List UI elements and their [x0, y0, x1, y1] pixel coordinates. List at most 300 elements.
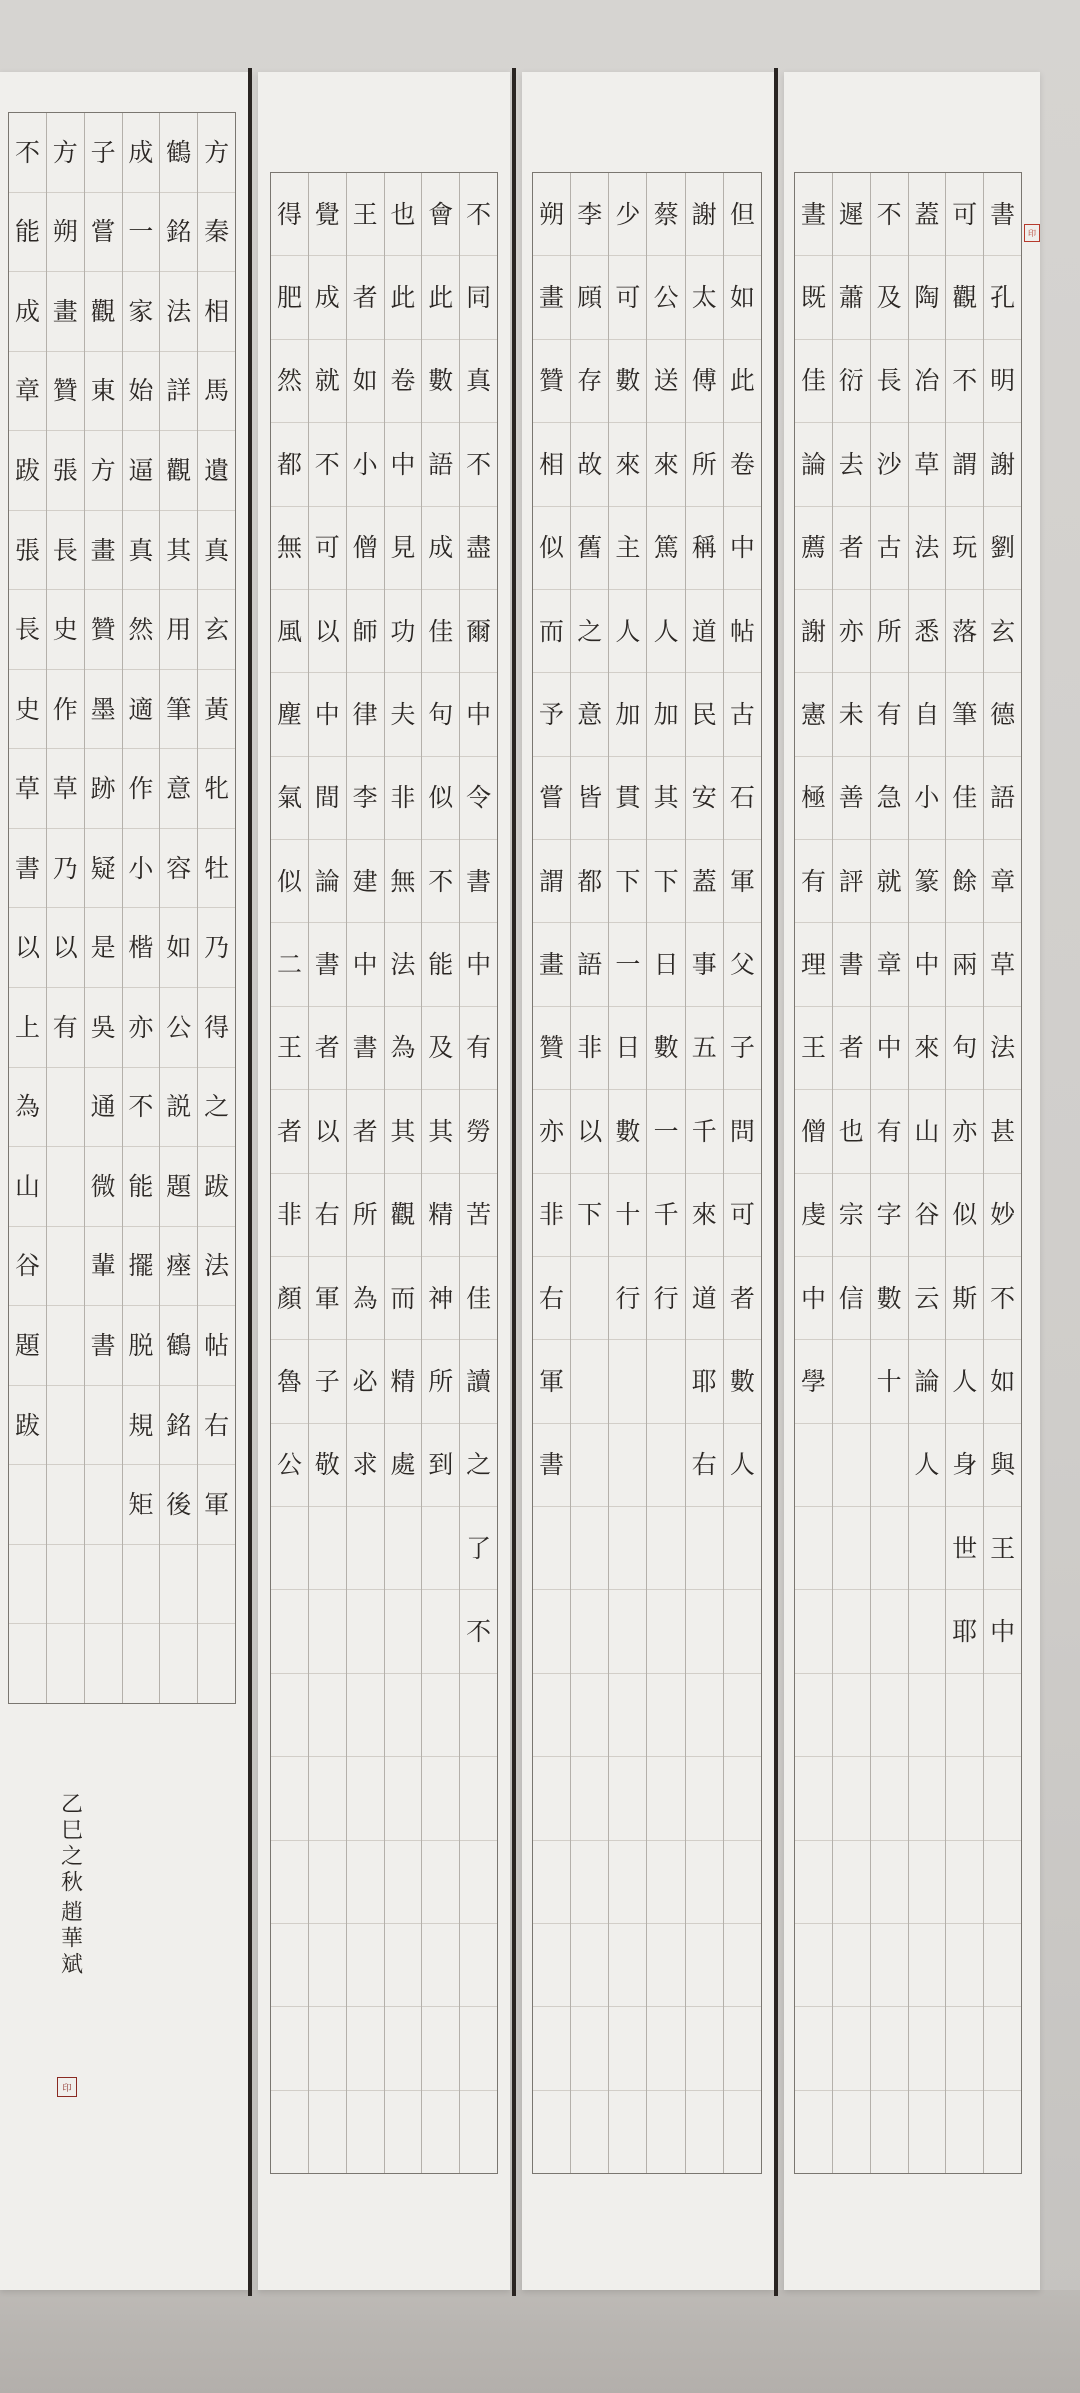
- character-cell: 畫: [533, 922, 570, 1005]
- character-cell: 是: [85, 907, 122, 987]
- character-cell: [85, 1464, 122, 1544]
- character-cell: 帖: [724, 589, 761, 672]
- text-column: [608, 173, 646, 2173]
- character-cell: [460, 1923, 497, 2006]
- character-cell: 盡: [460, 506, 497, 589]
- character-cell: 為: [347, 1256, 384, 1339]
- character-cell: 長: [9, 589, 46, 669]
- character-cell: [571, 1840, 608, 1923]
- character-cell: 不: [466, 199, 492, 229]
- artist-seal: 印: [57, 2077, 77, 2097]
- character-cell: [647, 1840, 684, 1923]
- character-cell: [833, 1673, 870, 1756]
- character-cell: 為: [385, 1006, 422, 1089]
- character-cell: 讀: [460, 1339, 497, 1422]
- character-cell: 王: [352, 199, 378, 229]
- character-cell: [609, 1589, 646, 1672]
- character-cell: 然: [271, 339, 308, 422]
- character-cell: [309, 1589, 346, 1672]
- text-column: [459, 173, 497, 2173]
- character-cell: 以: [9, 907, 46, 987]
- character-cell: [309, 1673, 346, 1756]
- text-column: [908, 173, 946, 2173]
- text-column: [983, 173, 1021, 2173]
- character-cell: [946, 1840, 983, 1923]
- character-cell: 篆: [909, 839, 946, 922]
- character-cell: [871, 2006, 908, 2089]
- character-cell: 乃: [47, 828, 84, 908]
- character-cell: [647, 1339, 684, 1422]
- character-cell: 畫: [47, 271, 84, 351]
- character-cell: 而: [533, 589, 570, 672]
- character-cell: [909, 2090, 946, 2173]
- character-cell: [833, 1923, 870, 2006]
- character-cell: 張: [9, 510, 46, 590]
- text-column: [570, 173, 608, 2173]
- character-cell: 相: [533, 422, 570, 505]
- character-cell: 可: [309, 506, 346, 589]
- character-cell: [647, 2090, 684, 2173]
- character-cell: 鶴: [160, 1305, 197, 1385]
- character-cell: 如: [160, 907, 197, 987]
- character-cell: [571, 2090, 608, 2173]
- text-column: [685, 173, 723, 2173]
- character-cell: [385, 2090, 422, 2173]
- character-cell: 草: [984, 922, 1021, 1005]
- character-cell: 微: [85, 1146, 122, 1226]
- character-cell: 予: [533, 672, 570, 755]
- character-cell: [309, 1923, 346, 2006]
- character-cell: 甚: [984, 1089, 1021, 1172]
- character-cell: 公: [647, 255, 684, 338]
- text-column: [723, 173, 761, 2173]
- character-cell: 數: [422, 339, 459, 422]
- character-cell: 行: [609, 1256, 646, 1339]
- character-cell: [833, 2090, 870, 2173]
- character-cell: 意: [571, 672, 608, 755]
- character-cell: 黃: [198, 669, 235, 749]
- character-cell: 牡: [198, 828, 235, 908]
- character-cell: 千: [686, 1089, 723, 1172]
- character-cell: [724, 1840, 761, 1923]
- character-cell: [123, 1623, 160, 1703]
- character-cell: 中: [871, 1006, 908, 1089]
- character-cell: [422, 2006, 459, 2089]
- writing-grid-3: [532, 172, 762, 2174]
- character-cell: [85, 1623, 122, 1703]
- character-cell: 帖: [198, 1305, 235, 1385]
- character-cell: [946, 2090, 983, 2173]
- character-cell: 鶴: [166, 137, 192, 167]
- character-cell: [647, 1423, 684, 1506]
- character-cell: [571, 1673, 608, 1756]
- character-cell: 落: [946, 589, 983, 672]
- character-cell: 十: [609, 1173, 646, 1256]
- character-cell: 相: [198, 271, 235, 351]
- character-cell: 主: [609, 506, 646, 589]
- character-cell: 者: [833, 506, 870, 589]
- character-cell: 不: [422, 839, 459, 922]
- character-cell: [609, 2090, 646, 2173]
- text-column: [832, 173, 870, 2173]
- character-cell: [795, 1756, 832, 1839]
- character-cell: 存: [571, 339, 608, 422]
- character-cell: 及: [422, 1006, 459, 1089]
- character-cell: [571, 2006, 608, 2089]
- character-cell: 論: [309, 839, 346, 922]
- scroll-panel-4: [784, 72, 1040, 2290]
- character-cell: 就: [309, 339, 346, 422]
- character-cell: 軍: [724, 839, 761, 922]
- character-cell: 顏: [271, 1256, 308, 1339]
- character-cell: 亦: [946, 1089, 983, 1172]
- character-cell: 似: [422, 756, 459, 839]
- character-cell: 所: [871, 589, 908, 672]
- character-cell: 谷: [909, 1173, 946, 1256]
- character-cell: [795, 1923, 832, 2006]
- character-cell: 通: [85, 1067, 122, 1147]
- character-cell: [984, 1756, 1021, 1839]
- character-cell: 善: [833, 756, 870, 839]
- character-cell: 無: [385, 839, 422, 922]
- character-cell: 苦: [460, 1173, 497, 1256]
- text-column: [122, 113, 160, 1703]
- character-cell: 觀: [160, 430, 197, 510]
- hanging-rod-3: [774, 68, 778, 2296]
- character-cell: [609, 1339, 646, 1422]
- character-cell: 逼: [123, 430, 160, 510]
- character-cell: 石: [724, 756, 761, 839]
- character-cell: 銘: [160, 1385, 197, 1465]
- character-cell: 似: [533, 506, 570, 589]
- character-cell: [833, 1840, 870, 1923]
- character-cell: 都: [571, 839, 608, 922]
- character-cell: [795, 2006, 832, 2089]
- character-cell: 成: [309, 255, 346, 338]
- character-cell: [271, 2006, 308, 2089]
- character-cell: [309, 2090, 346, 2173]
- character-cell: [571, 1923, 608, 2006]
- character-cell: [385, 1756, 422, 1839]
- character-cell: 草: [47, 748, 84, 828]
- character-cell: 有: [871, 1089, 908, 1172]
- character-cell: 如: [347, 339, 384, 422]
- character-cell: 不: [876, 199, 902, 229]
- character-cell: [460, 2006, 497, 2089]
- character-cell: [47, 1464, 84, 1544]
- character-cell: [347, 1923, 384, 2006]
- character-cell: 上: [9, 987, 46, 1067]
- character-cell: 但: [729, 199, 755, 229]
- character-cell: [724, 1506, 761, 1589]
- character-cell: 既: [795, 255, 832, 338]
- character-cell: 僧: [347, 506, 384, 589]
- character-cell: 覺: [314, 199, 340, 229]
- character-cell: 云: [909, 1256, 946, 1339]
- character-cell: 數: [724, 1339, 761, 1422]
- character-cell: 非: [385, 756, 422, 839]
- character-cell: 兩: [946, 922, 983, 1005]
- character-cell: 有: [795, 839, 832, 922]
- character-cell: [795, 1423, 832, 1506]
- character-cell: 其: [647, 756, 684, 839]
- character-cell: 爾: [460, 589, 497, 672]
- character-cell: 者: [309, 1006, 346, 1089]
- text-column: [271, 173, 308, 2173]
- character-cell: [724, 2006, 761, 2089]
- character-cell: [9, 1623, 46, 1703]
- character-cell: 張: [47, 430, 84, 510]
- character-cell: 作: [123, 748, 160, 828]
- character-cell: [833, 1506, 870, 1589]
- character-cell: [984, 1840, 1021, 1923]
- character-cell: 李: [347, 756, 384, 839]
- character-cell: 舊: [571, 506, 608, 589]
- character-cell: 字: [871, 1173, 908, 1256]
- character-cell: 右: [198, 1385, 235, 1465]
- character-cell: [833, 1423, 870, 1506]
- character-cell: 之: [460, 1423, 497, 1506]
- character-cell: [347, 1506, 384, 1589]
- character-cell: 下: [609, 839, 646, 922]
- character-cell: 數: [871, 1256, 908, 1339]
- character-cell: 墨: [85, 669, 122, 749]
- character-cell: 卷: [724, 422, 761, 505]
- character-cell: 論: [909, 1339, 946, 1422]
- character-cell: 子: [724, 1006, 761, 1089]
- character-cell: 可: [952, 199, 978, 229]
- character-cell: [347, 2090, 384, 2173]
- character-cell: 山: [909, 1089, 946, 1172]
- character-cell: 贊: [47, 351, 84, 431]
- character-cell: 風: [271, 589, 308, 672]
- character-cell: 蓋: [914, 199, 940, 229]
- character-cell: 王: [984, 1506, 1021, 1589]
- character-cell: 中: [385, 422, 422, 505]
- character-cell: [647, 1506, 684, 1589]
- character-cell: 嘗: [533, 756, 570, 839]
- character-cell: [309, 1506, 346, 1589]
- character-cell: 都: [271, 422, 308, 505]
- character-cell: [795, 1840, 832, 1923]
- character-cell: 蕭: [833, 255, 870, 338]
- character-cell: 句: [946, 1006, 983, 1089]
- character-cell: 遲: [838, 199, 864, 229]
- character-cell: 以: [309, 589, 346, 672]
- character-cell: 如: [984, 1339, 1021, 1422]
- character-cell: 明: [984, 339, 1021, 422]
- character-cell: 傅: [686, 339, 723, 422]
- character-cell: [686, 1589, 723, 1672]
- character-cell: 不: [460, 1589, 497, 1672]
- character-cell: [609, 1673, 646, 1756]
- character-cell: [422, 1840, 459, 1923]
- character-cell: [309, 1756, 346, 1839]
- character-cell: 皆: [571, 756, 608, 839]
- character-cell: [160, 1544, 197, 1624]
- character-cell: 者: [271, 1089, 308, 1172]
- character-cell: [609, 1756, 646, 1839]
- character-cell: 似: [271, 839, 308, 922]
- character-cell: 長: [871, 339, 908, 422]
- text-column: [795, 173, 832, 2173]
- text-column: [308, 173, 346, 2173]
- character-cell: 人: [724, 1423, 761, 1506]
- character-cell: 擺: [123, 1226, 160, 1306]
- text-column: [533, 173, 570, 2173]
- character-cell: 方: [85, 430, 122, 510]
- character-cell: 此: [724, 339, 761, 422]
- character-cell: 極: [795, 756, 832, 839]
- character-cell: 乃: [198, 907, 235, 987]
- character-cell: 世: [946, 1506, 983, 1589]
- character-cell: 右: [686, 1423, 723, 1506]
- character-cell: 小: [123, 828, 160, 908]
- character-cell: [909, 1589, 946, 1672]
- character-cell: 脱: [123, 1305, 160, 1385]
- character-cell: 李: [577, 199, 603, 229]
- character-cell: [871, 1923, 908, 2006]
- character-cell: 適: [123, 669, 160, 749]
- character-cell: 玩: [946, 506, 983, 589]
- character-cell: 蓋: [686, 839, 723, 922]
- character-cell: [724, 1589, 761, 1672]
- character-cell: [9, 1464, 46, 1544]
- character-cell: 身: [946, 1423, 983, 1506]
- character-cell: [833, 2006, 870, 2089]
- character-cell: 畫: [533, 255, 570, 338]
- character-cell: [422, 1756, 459, 1839]
- character-cell: 亦: [833, 589, 870, 672]
- character-cell: 草: [909, 422, 946, 505]
- character-cell: 而: [385, 1256, 422, 1339]
- character-cell: 贊: [533, 339, 570, 422]
- text-column: [384, 173, 422, 2173]
- character-cell: 玄: [198, 589, 235, 669]
- character-cell: 中: [309, 672, 346, 755]
- character-cell: 畫: [85, 510, 122, 590]
- character-cell: 史: [9, 669, 46, 749]
- character-cell: 自: [909, 672, 946, 755]
- character-cell: [533, 1673, 570, 1756]
- character-cell: [271, 1589, 308, 1672]
- character-cell: 規: [123, 1385, 160, 1465]
- character-cell: 為: [9, 1067, 46, 1147]
- character-cell: 父: [724, 922, 761, 1005]
- character-cell: 之: [198, 1067, 235, 1147]
- character-cell: 者: [347, 1089, 384, 1172]
- character-cell: [47, 1385, 84, 1465]
- character-cell: [871, 1673, 908, 1756]
- character-cell: 千: [647, 1173, 684, 1256]
- character-cell: [422, 1589, 459, 1672]
- character-cell: 所: [686, 422, 723, 505]
- character-cell: [347, 1756, 384, 1839]
- character-cell: 氣: [271, 756, 308, 839]
- character-cell: 數: [647, 1006, 684, 1089]
- character-cell: 之: [571, 589, 608, 672]
- character-cell: 加: [647, 672, 684, 755]
- character-cell: 五: [686, 1006, 723, 1089]
- character-cell: 塵: [271, 672, 308, 755]
- character-cell: 了: [460, 1506, 497, 1589]
- character-cell: 語: [984, 756, 1021, 839]
- character-cell: [85, 1544, 122, 1624]
- character-cell: 行: [647, 1256, 684, 1339]
- character-cell: 山: [9, 1146, 46, 1226]
- character-cell: [833, 1339, 870, 1422]
- character-cell: 事: [686, 922, 723, 1005]
- character-cell: [198, 1623, 235, 1703]
- character-cell: 未: [833, 672, 870, 755]
- character-cell: 理: [795, 922, 832, 1005]
- character-cell: 劉: [984, 506, 1021, 589]
- scroll-panel-1: [0, 72, 250, 2290]
- character-cell: [795, 1506, 832, 1589]
- character-cell: [724, 1756, 761, 1839]
- character-cell: 沙: [871, 422, 908, 505]
- character-cell: [385, 1673, 422, 1756]
- character-cell: 句: [422, 672, 459, 755]
- character-cell: 其: [160, 510, 197, 590]
- character-cell: 不: [946, 339, 983, 422]
- character-cell: [647, 2006, 684, 2089]
- character-cell: 能: [422, 922, 459, 1005]
- character-cell: 長: [47, 510, 84, 590]
- character-cell: [909, 1923, 946, 2006]
- character-cell: 朔: [47, 192, 84, 272]
- character-cell: [47, 1544, 84, 1624]
- character-cell: [347, 1589, 384, 1672]
- character-cell: [309, 2006, 346, 2089]
- character-cell: [160, 1623, 197, 1703]
- character-cell: 憲: [795, 672, 832, 755]
- character-cell: [871, 2090, 908, 2173]
- character-cell: 以: [47, 907, 84, 987]
- character-cell: 安: [686, 756, 723, 839]
- character-cell: [385, 1589, 422, 1672]
- character-cell: 嘗: [85, 192, 122, 272]
- character-cell: [609, 1923, 646, 2006]
- character-cell: 人: [647, 589, 684, 672]
- character-cell: 詳: [160, 351, 197, 431]
- character-cell: 書: [9, 828, 46, 908]
- character-cell: 其: [385, 1089, 422, 1172]
- character-cell: [422, 2090, 459, 2173]
- character-cell: [460, 1756, 497, 1839]
- character-cell: 民: [686, 672, 723, 755]
- character-cell: 書: [309, 922, 346, 1005]
- character-cell: 十: [871, 1339, 908, 1422]
- character-cell: 章: [9, 351, 46, 431]
- character-cell: 楷: [123, 907, 160, 987]
- character-cell: 敬: [309, 1423, 346, 1506]
- character-cell: [984, 2006, 1021, 2089]
- character-cell: 去: [833, 422, 870, 505]
- character-cell: [871, 1506, 908, 1589]
- character-cell: 精: [422, 1173, 459, 1256]
- character-cell: [533, 1589, 570, 1672]
- character-cell: 非: [571, 1006, 608, 1089]
- character-cell: 一: [123, 192, 160, 272]
- character-cell: 王: [795, 1006, 832, 1089]
- character-cell: [647, 1923, 684, 2006]
- character-cell: 謝: [984, 422, 1021, 505]
- character-cell: [647, 1589, 684, 1672]
- character-cell: [871, 1423, 908, 1506]
- character-cell: [647, 1756, 684, 1839]
- character-cell: 律: [347, 672, 384, 755]
